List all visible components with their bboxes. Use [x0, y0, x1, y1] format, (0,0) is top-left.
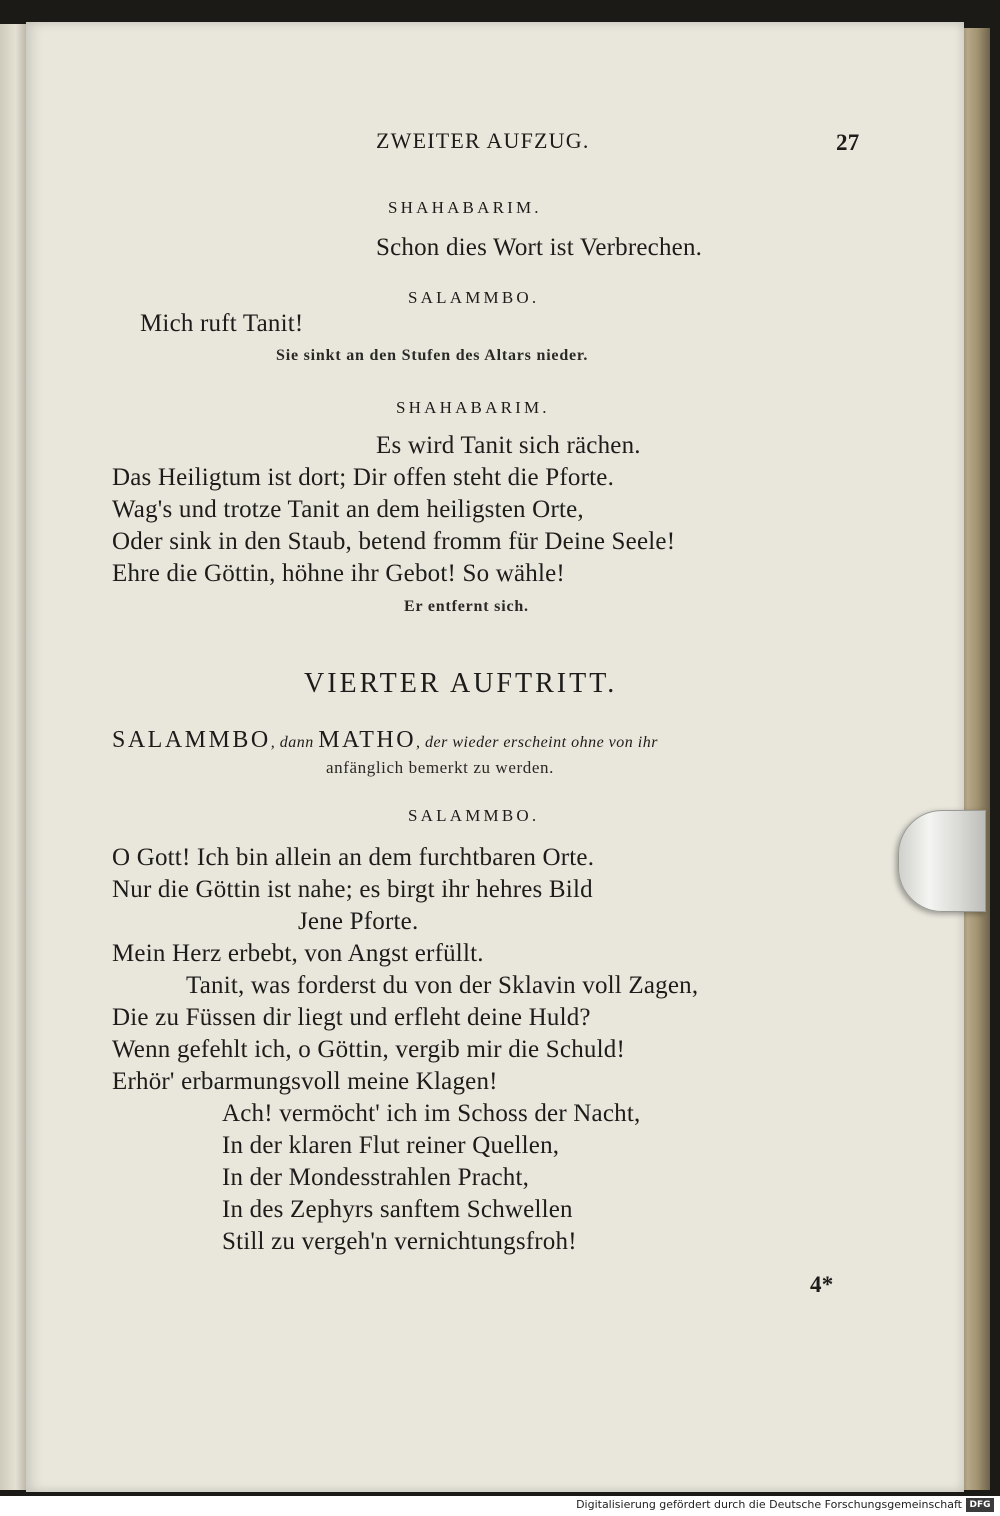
verse-line: Die zu Füssen dir liegt und erfleht deine Huld?: [112, 1004, 591, 1031]
cast-description: anfänglich bemerkt zu werden.: [326, 758, 554, 777]
speaker-label: SHAHABARIM.: [396, 398, 550, 417]
cast-name: SALAMMBO: [112, 727, 271, 753]
verse-line: Mein Herz erbebt, von Angst erfüllt.: [112, 940, 484, 967]
speaker-label: SHAHABARIM.: [388, 198, 542, 217]
cast-connector: , dann: [270, 734, 319, 751]
verse-line: Schon dies Wort ist Verbrechen.: [376, 234, 703, 261]
verse-line: Wenn gefehlt ich, o Göttin, vergib mir die Schuld!: [112, 1036, 625, 1063]
running-head: ZWEITER AUFZUG.: [376, 128, 590, 153]
page-number: 27: [836, 130, 860, 155]
book-page: [26, 22, 964, 1492]
verse-line: Es wird Tanit sich rächen.: [376, 432, 641, 459]
cast-name: MATHO: [318, 727, 417, 753]
verse-line: Tanit, was forderst du von der Sklavin voll Zagen,: [186, 972, 699, 999]
verse-line: Jene Pforte.: [298, 908, 419, 935]
verse-line: Ach! vermöcht' ich im Schoss der Nacht,: [222, 1100, 641, 1127]
funding-credit: Digitalisierung gefördert durch die Deutsche Forschungsgemeinschaft: [576, 1498, 962, 1511]
dfg-logo: DFG: [966, 1498, 994, 1512]
scanner-clip: [898, 810, 986, 912]
speaker-label: SALAMMBO.: [408, 288, 540, 307]
left-page-edge: [0, 24, 26, 1490]
stage-direction: Sie sinkt an den Stufen des Altars nieder.: [276, 347, 589, 364]
cast-description: , der wieder erscheint ohne von ihr: [416, 734, 658, 751]
verse-line: O Gott! Ich bin allein an dem furchtbaren Orte.: [112, 844, 595, 871]
verse-line: In des Zephyrs sanftem Schwellen: [222, 1196, 573, 1223]
verse-line: Ehre die Göttin, höhne ihr Gebot! So wähle!: [112, 560, 565, 587]
verse-line: In der klaren Flut reiner Quellen,: [222, 1132, 560, 1159]
footer-bar: [0, 1496, 1000, 1516]
verse-line: Das Heiligtum ist dort; Dir offen steht die Pforte.: [112, 464, 615, 491]
verse-line: Mich ruft Tanit!: [140, 310, 304, 337]
speaker-label: SALAMMBO.: [408, 806, 540, 825]
stage-direction: Er entfernt sich.: [404, 598, 529, 615]
verse-line: Erhör' erbarmungsvoll meine Klagen!: [112, 1068, 498, 1095]
verse-line: Nur die Göttin ist nahe; es birgt ihr hehres Bild: [112, 876, 593, 903]
verse-line: Oder sink in den Staub, betend fromm für Deine Seele!: [112, 528, 676, 555]
scene-title: VIERTER AUFTRITT.: [304, 668, 618, 699]
verse-line: Still zu vergeh'n vernichtungsfroh!: [222, 1228, 577, 1255]
cast-list: [112, 726, 658, 754]
verse-line: In der Mondesstrahlen Pracht,: [222, 1164, 530, 1191]
signature-mark: 4*: [810, 1272, 834, 1297]
verse-line: Wag's und trotze Tanit an dem heiligsten Orte,: [112, 496, 584, 523]
